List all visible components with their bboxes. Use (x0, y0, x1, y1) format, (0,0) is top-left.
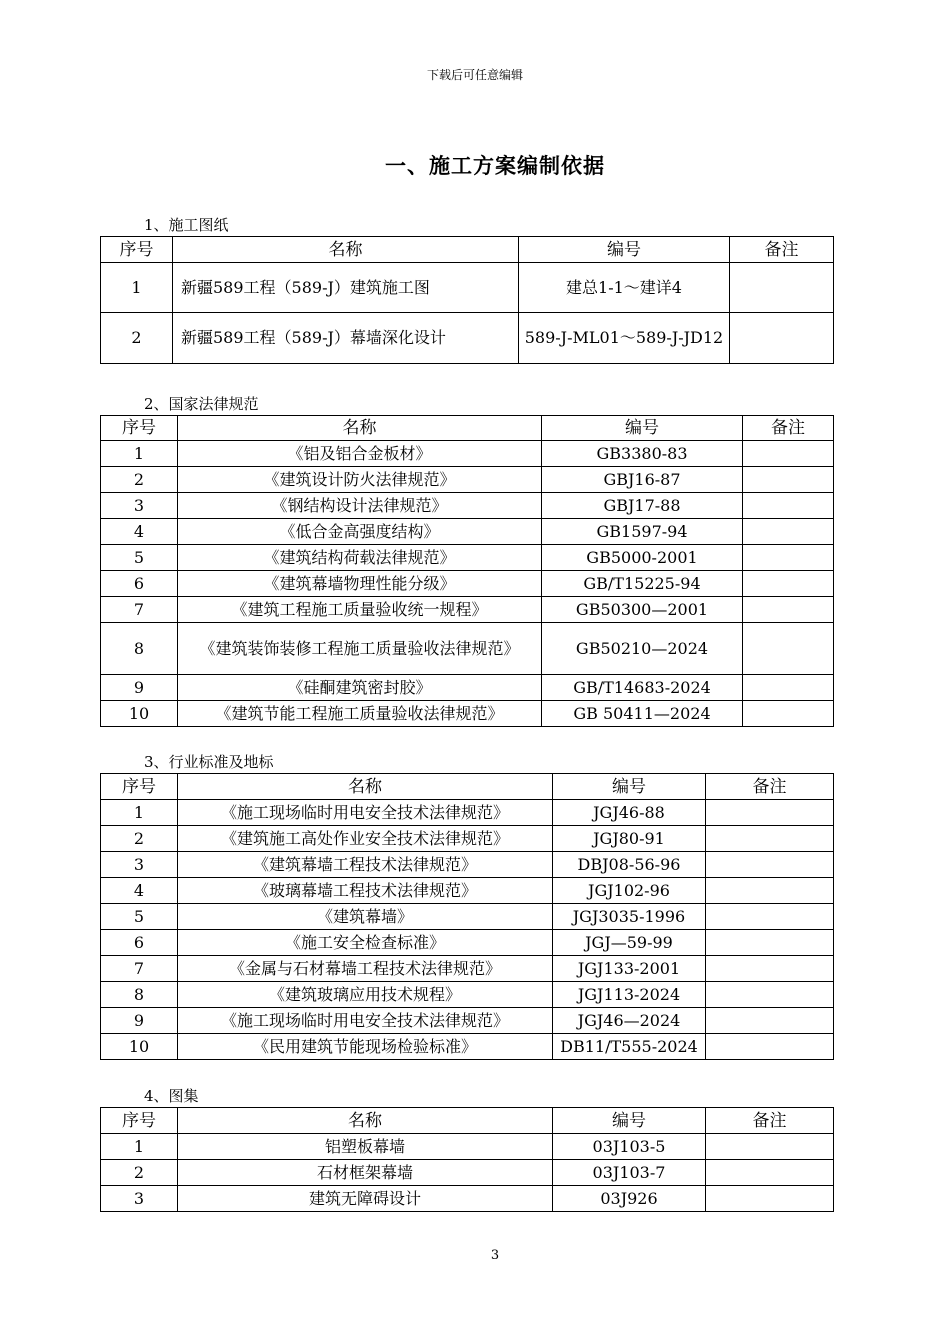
table-row (101, 982, 834, 1008)
cell-index: 10 (101, 1034, 178, 1060)
cell-code: GB 50411—2024 (542, 701, 743, 727)
cell-index: 1 (101, 263, 173, 313)
national-codes-table (100, 415, 834, 727)
cell-code: JGJ—59-99 (553, 930, 706, 956)
cell-index: 2 (101, 826, 178, 852)
table-row (101, 1160, 834, 1186)
cell-name: 《玻璃幕墙工程技术法律规范》 (178, 878, 553, 904)
cell-index: 6 (101, 930, 178, 956)
cell-index: 6 (101, 571, 178, 597)
section-label: 3、行业标准及地标 (144, 753, 274, 771)
table-header-row (101, 774, 834, 800)
cell-index: 8 (101, 623, 178, 675)
header-note: 下载后可任意编辑 (426, 68, 523, 82)
cell-index: 2 (101, 313, 173, 364)
cell-name: 《低合金高强度结构》 (178, 519, 542, 545)
section-atlas (100, 1085, 834, 1212)
cell-code: JGJ46—2024 (553, 1008, 706, 1034)
cell-note (730, 263, 834, 313)
table-row (101, 930, 834, 956)
cell-index: 1 (101, 800, 178, 826)
cell-code: 03J926 (553, 1186, 706, 1212)
cell-note (706, 826, 834, 852)
cell-name: 铝塑板幕墙 (178, 1134, 553, 1160)
cell-code: JGJ113-2024 (553, 982, 706, 1008)
table-row (101, 1008, 834, 1034)
cell-index: 9 (101, 675, 178, 701)
table-row (101, 675, 834, 701)
cell-code: 589-J-ML01～589-J-JD12 (519, 313, 730, 364)
cell-note (706, 982, 834, 1008)
cell-index: 1 (101, 441, 178, 467)
cell-code: GBJ17-88 (542, 493, 743, 519)
cell-code: GB/T15225-94 (542, 571, 743, 597)
cell-note (706, 1034, 834, 1060)
header-cell: 序号 (101, 416, 178, 441)
cell-note (706, 1134, 834, 1160)
header-cell: 名称 (173, 237, 519, 263)
cell-name: 《铝及铝合金板材》 (178, 441, 542, 467)
cell-code: JGJ133-2001 (553, 956, 706, 982)
table-row (101, 623, 834, 675)
table-row (101, 701, 834, 727)
cell-code: GB3380-83 (542, 441, 743, 467)
header-cell: 编号 (553, 1108, 706, 1134)
cell-note (743, 597, 834, 623)
drawings-table (100, 236, 834, 364)
cell-note (706, 878, 834, 904)
header-cell: 备注 (743, 416, 834, 441)
cell-name: 《施工现场临时用电安全技术法律规范》 (178, 800, 553, 826)
section-national-codes (100, 393, 834, 727)
document-title: 一、施工方案编制依据 (385, 153, 605, 178)
cell-note (706, 1186, 834, 1212)
cell-name: 《钢结构设计法律规范》 (178, 493, 542, 519)
cell-index: 5 (101, 904, 178, 930)
section-drawings (100, 214, 834, 364)
cell-index: 7 (101, 597, 178, 623)
section-label: 2、国家法律规范 (144, 395, 259, 413)
header-cell: 编号 (553, 774, 706, 800)
cell-note (743, 623, 834, 675)
cell-index: 8 (101, 982, 178, 1008)
table-row (101, 263, 834, 313)
cell-index: 3 (101, 1186, 178, 1212)
header-cell: 备注 (706, 1108, 834, 1134)
cell-name: 《金属与石材幕墙工程技术法律规范》 (178, 956, 553, 982)
header-cell: 名称 (178, 1108, 553, 1134)
cell-name: 《施工现场临时用电安全技术法律规范》 (178, 1008, 553, 1034)
cell-name: 《建筑设计防火法律规范》 (178, 467, 542, 493)
cell-note (743, 519, 834, 545)
cell-name: 新疆589工程（589-J）建筑施工图 (173, 263, 519, 313)
cell-name: 《硅酮建筑密封胶》 (178, 675, 542, 701)
header-cell: 备注 (730, 237, 834, 263)
cell-code: JGJ80-91 (553, 826, 706, 852)
cell-note (743, 571, 834, 597)
cell-code: GB5000-2001 (542, 545, 743, 571)
table-header-row (101, 237, 834, 263)
cell-index: 2 (101, 1160, 178, 1186)
table-row (101, 878, 834, 904)
atlas-table (100, 1107, 834, 1212)
cell-index: 5 (101, 545, 178, 571)
cell-note (706, 930, 834, 956)
table-row (101, 1034, 834, 1060)
cell-code: GBJ16-87 (542, 467, 743, 493)
cell-index: 7 (101, 956, 178, 982)
cell-code: GB1597-94 (542, 519, 743, 545)
table-row (101, 493, 834, 519)
cell-index: 4 (101, 519, 178, 545)
table-row (101, 1134, 834, 1160)
cell-index: 3 (101, 852, 178, 878)
cell-code: JGJ46-88 (553, 800, 706, 826)
cell-note (743, 701, 834, 727)
cell-code: DB11/T555-2024 (553, 1034, 706, 1060)
cell-note (706, 1008, 834, 1034)
cell-name: 《施工安全检查标准》 (178, 930, 553, 956)
header-cell: 序号 (101, 1108, 178, 1134)
cell-code: GB/T14683-2024 (542, 675, 743, 701)
header-cell: 编号 (519, 237, 730, 263)
cell-code: JGJ102-96 (553, 878, 706, 904)
cell-note (706, 904, 834, 930)
header-cell: 名称 (178, 416, 542, 441)
table-row (101, 467, 834, 493)
table-row (101, 800, 834, 826)
section-industry-standards (100, 751, 834, 1060)
cell-name: 《建筑节能工程施工质量验收法律规范》 (178, 701, 542, 727)
table-row (101, 597, 834, 623)
cell-name: 建筑无障碍设计 (178, 1186, 553, 1212)
header-cell: 编号 (542, 416, 743, 441)
cell-name: 《建筑玻璃应用技术规程》 (178, 982, 553, 1008)
cell-code: DBJ08-56-96 (553, 852, 706, 878)
cell-code: JGJ3035-1996 (553, 904, 706, 930)
cell-name: 《建筑工程施工质量验收统一规程》 (178, 597, 542, 623)
cell-index: 4 (101, 878, 178, 904)
cell-code: 建总1-1～建详4 (519, 263, 730, 313)
table-row (101, 1186, 834, 1212)
cell-note (743, 441, 834, 467)
header-cell: 序号 (101, 237, 173, 263)
cell-note (743, 675, 834, 701)
cell-note (743, 493, 834, 519)
cell-code: 03J103-7 (553, 1160, 706, 1186)
cell-name: 新疆589工程（589-J）幕墙深化设计 (173, 313, 519, 364)
cell-note (706, 956, 834, 982)
cell-note (706, 1160, 834, 1186)
table-row (101, 826, 834, 852)
table-row (101, 904, 834, 930)
header-cell: 备注 (706, 774, 834, 800)
cell-index: 2 (101, 467, 178, 493)
cell-note (743, 467, 834, 493)
table-row (101, 545, 834, 571)
cell-name: 《建筑幕墙工程技术法律规范》 (178, 852, 553, 878)
table-row (101, 313, 834, 364)
table-row (101, 441, 834, 467)
cell-index: 10 (101, 701, 178, 727)
cell-note (706, 800, 834, 826)
header-cell: 序号 (101, 774, 178, 800)
cell-index: 3 (101, 493, 178, 519)
table-row (101, 852, 834, 878)
table-header-row (101, 416, 834, 441)
cell-name: 《建筑幕墙物理性能分级》 (178, 571, 542, 597)
cell-name: 石材框架幕墙 (178, 1160, 553, 1186)
cell-index: 1 (101, 1134, 178, 1160)
table-row (101, 956, 834, 982)
cell-code: GB50210—2024 (542, 623, 743, 675)
header-cell: 名称 (178, 774, 553, 800)
cell-name: 《建筑幕墙》 (178, 904, 553, 930)
cell-name: 《建筑施工高处作业安全技术法律规范》 (178, 826, 553, 852)
table-row (101, 519, 834, 545)
page-number: 3 (490, 1248, 500, 1263)
section-label: 4、图集 (144, 1087, 199, 1105)
section-label: 1、施工图纸 (144, 216, 229, 234)
table-header-row (101, 1108, 834, 1134)
cell-code: GB50300—2001 (542, 597, 743, 623)
cell-code: 03J103-5 (553, 1134, 706, 1160)
cell-name: 《民用建筑节能现场检验标准》 (178, 1034, 553, 1060)
cell-note (730, 313, 834, 364)
table-row (101, 571, 834, 597)
cell-name: 《建筑结构荷载法律规范》 (178, 545, 542, 571)
cell-index: 9 (101, 1008, 178, 1034)
cell-note (706, 852, 834, 878)
industry-standards-table (100, 773, 834, 1060)
cell-name: 《建筑装饰装修工程施工质量验收法律规范》 (178, 623, 542, 675)
cell-note (743, 545, 834, 571)
